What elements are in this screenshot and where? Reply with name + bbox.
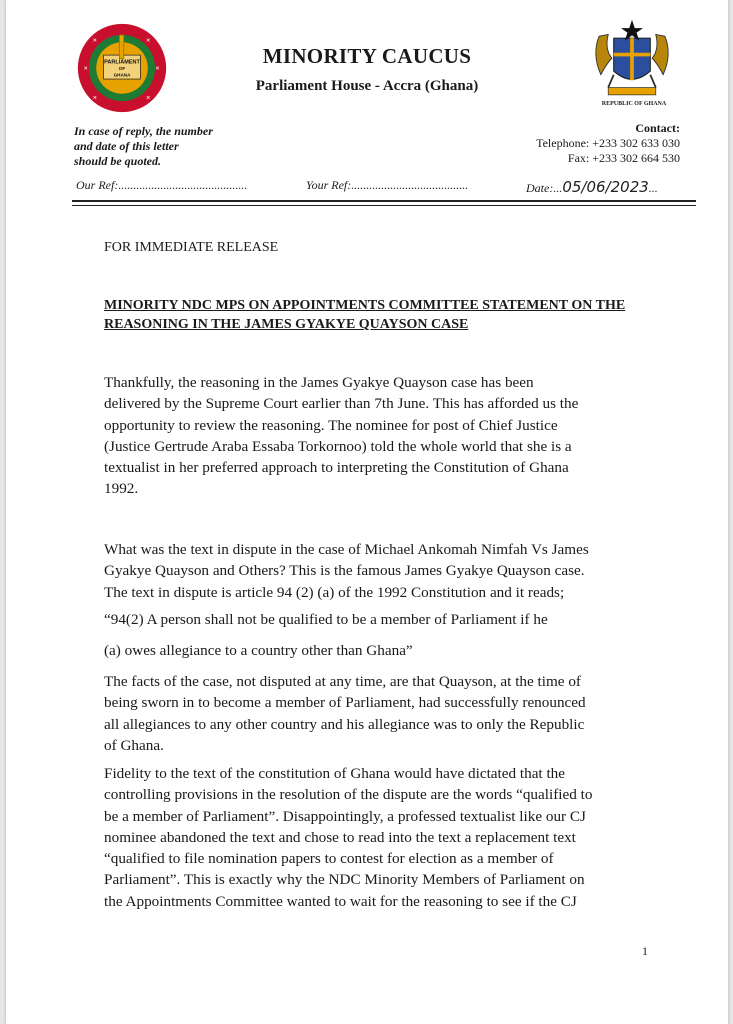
date-tail: ... <box>648 181 658 195</box>
date-label: Date:... <box>526 181 563 195</box>
header-divider <box>72 200 696 206</box>
paragraph-line: “94(2) A person shall not be qualified to be a member of Parliament if he <box>104 611 548 628</box>
letter-page <box>6 0 728 1024</box>
svg-text:✕: ✕ <box>83 65 88 72</box>
contact-heading: Contact: <box>635 121 680 135</box>
paragraph-line: controlling provisions in the resolution of the dispute are the words “qualified to <box>104 786 593 804</box>
paragraph <box>104 539 664 603</box>
contact-fax: Fax: +233 302 664 530 <box>567 151 680 165</box>
letterhead-title: MINORITY CAUCUS <box>262 44 472 68</box>
seal-text-1: PARLIAMENT <box>104 59 140 66</box>
page-number: 1 <box>642 944 648 958</box>
paragraph-line: Gyakye Quayson and Others? This is the famous James Gyakye Quayson case. <box>104 562 585 580</box>
heading-line: MINORITY NDC MPS ON APPOINTMENTS COMMITTEE STATEMENT ON THE <box>104 298 626 313</box>
paragraph <box>104 671 664 756</box>
reply-note-line: In case of reply, the number <box>74 124 213 138</box>
quoted-text <box>104 640 664 661</box>
paragraph-line: Parliament”. This is exactly why the NDC Minority Members of Parliament on <box>104 871 585 889</box>
reply-note-line: and date of this letter <box>74 139 179 153</box>
svg-text:✕: ✕ <box>155 65 160 72</box>
paragraph-line: “qualified to file nomination papers to contest for election as a member of <box>104 850 554 868</box>
coat-of-arms-icon <box>586 18 678 104</box>
paragraph <box>104 372 664 500</box>
paragraph-line: 1992. <box>104 480 139 498</box>
seal-text-3: GHANA <box>113 72 131 78</box>
paragraph-line: Thankfully, the reasoning in the James Gyakye Quayson case has been <box>104 374 534 391</box>
paragraph-line: textualist in her preferred approach to interpreting the Constitution of Ghana <box>104 459 569 477</box>
paragraph-line: be a member of Parliament”. Disappointingly, a professed textualist like our CJ <box>104 807 586 825</box>
paragraph-line: Fidelity to the text of the constitution of Ghana would have dictated that the <box>104 765 566 782</box>
paragraph-line: of Ghana. <box>104 736 164 754</box>
contact-telephone: Telephone: +233 302 633 030 <box>536 136 680 150</box>
reply-note-line: should be quoted. <box>74 154 162 168</box>
coat-of-arms-caption: REPUBLIC OF GHANA <box>601 101 667 107</box>
paragraph-line: the Appointments Committee wanted to wait for the reasoning to see if the CJ <box>104 892 577 910</box>
reply-note <box>74 124 274 169</box>
svg-text:✕: ✕ <box>92 95 98 102</box>
svg-text:✕: ✕ <box>145 95 151 102</box>
seal-text-2: OF <box>118 65 126 71</box>
heading-line: REASONING IN THE JAMES GYAKYE QUAYSON CASE <box>104 317 469 332</box>
paragraph-line: delivered by the Supreme Court earlier than 7th June. This has afforded us the <box>104 395 579 413</box>
statement-heading <box>104 296 664 334</box>
svg-text:✕: ✕ <box>145 38 151 45</box>
paragraph <box>104 763 664 912</box>
paragraph-line: nominee abandoned the text and chose to read into the text a replacement text <box>104 828 576 846</box>
paragraph-line: opportunity to review the reasoning. The nominee for post of Chief Justice <box>104 416 558 434</box>
your-ref: Your Ref:....................................... <box>306 178 469 192</box>
date-value: 05/06/2023 <box>562 178 649 196</box>
paragraph-line: (Justice Gertrude Araba Essaba Torkornoo) told the whole world that she is a <box>104 437 572 455</box>
date-field <box>526 178 658 196</box>
release-label: FOR IMMEDIATE RELEASE <box>104 240 279 255</box>
paragraph-line: The facts of the case, not disputed at any time, are that Quayson, at the time of <box>104 673 581 690</box>
our-ref: Our Ref:........................................... <box>76 178 248 192</box>
paragraph-line: being sworn in to become a member of Parliament, had successfully renounced <box>104 694 586 712</box>
svg-text:✕: ✕ <box>92 38 98 45</box>
contact-block <box>536 121 680 166</box>
paragraph-line: (a) owes allegiance to a country other than Ghana” <box>104 642 413 659</box>
letterhead-subtitle: Parliament House - Accra (Ghana) <box>255 78 479 94</box>
paragraph-line: all allegiances to any other country and his allegiance was to only the Republic <box>104 715 585 733</box>
paragraph-line: The text in dispute is article 94 (2) (a) of the 1992 Constitution and it reads; <box>104 583 565 601</box>
paragraph-line: What was the text in dispute in the case of Michael Ankomah Nimfah Vs James <box>104 541 589 558</box>
quoted-text <box>104 609 664 630</box>
